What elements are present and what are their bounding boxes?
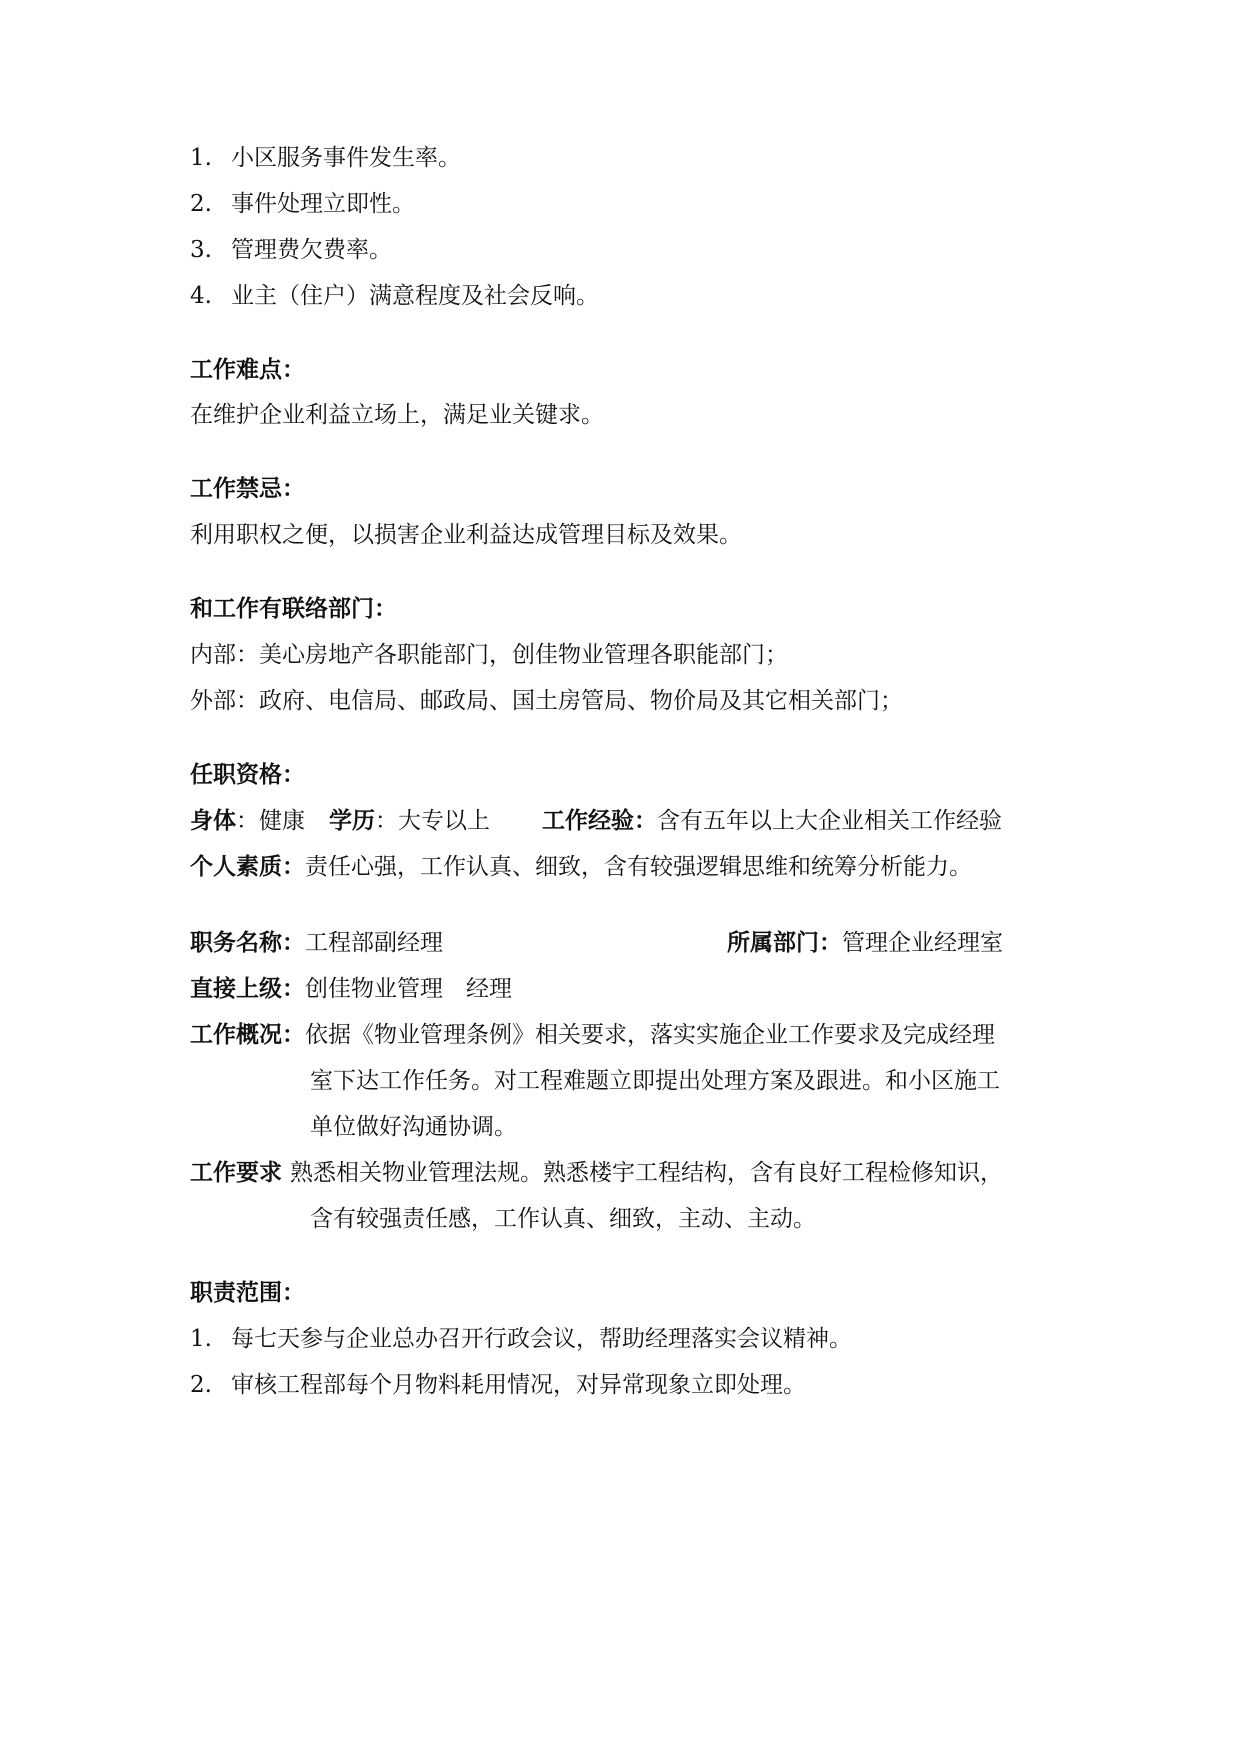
taboo-heading: 工作禁忌： bbox=[190, 475, 305, 502]
list-item bbox=[190, 233, 392, 267]
overview-line: 单位做好沟通协调。 bbox=[310, 1114, 517, 1140]
body-label: 身体 bbox=[190, 807, 236, 834]
list-text: 管理费欠费率。 bbox=[231, 237, 392, 263]
experience-value: 含有五年以上大企业相关工作经验 bbox=[657, 808, 1002, 834]
requirements-line: 熟悉相关物业管理法规。熟悉楼宇工程结构，含有良好工程检修知识， bbox=[290, 1160, 1003, 1186]
requirements-label: 工作要求 bbox=[190, 1159, 282, 1186]
list-number: 2. bbox=[190, 191, 212, 217]
list-item bbox=[190, 187, 415, 221]
qualifications-row bbox=[190, 804, 1002, 838]
education-label: 学历 bbox=[329, 807, 375, 834]
list-number: 2. bbox=[190, 1372, 212, 1398]
list-item bbox=[190, 1368, 806, 1402]
list-item bbox=[190, 141, 461, 175]
overview-line: 依据《物业管理条例》相关要求，落实实施企业工作要求及完成经理 bbox=[305, 1022, 995, 1048]
personal-quality-label: 个人素质： bbox=[190, 853, 305, 880]
superior-row bbox=[190, 972, 512, 1006]
list-number: 1. bbox=[190, 145, 212, 171]
overview-row bbox=[190, 1018, 995, 1052]
overview-line: 室下达工作任务。对工程难题立即提出处理方案及跟进。和小区施工 bbox=[310, 1068, 1000, 1094]
personal-quality-row bbox=[190, 850, 972, 884]
scope-heading: 职责范围： bbox=[190, 1279, 305, 1306]
taboo-text: 利用职权之便，以损害企业利益达成管理目标及效果。 bbox=[190, 522, 742, 548]
difficulty-heading: 工作难点： bbox=[190, 356, 305, 383]
experience-label: 工作经验： bbox=[542, 807, 657, 834]
requirements-line: 含有较强责任感，工作认真、细致，主动、主动。 bbox=[310, 1206, 816, 1232]
list-item bbox=[190, 1322, 852, 1356]
list-text: 每七天参与企业总办召开行政会议，帮助经理落实会议精神。 bbox=[231, 1326, 852, 1352]
list-number: 4. bbox=[190, 283, 212, 309]
list-number: 1. bbox=[190, 1326, 212, 1352]
list-number: 3. bbox=[190, 237, 212, 263]
qualifications-heading: 任职资格： bbox=[190, 761, 305, 788]
list-text: 事件处理立即性。 bbox=[231, 191, 415, 217]
job-title-row bbox=[190, 926, 443, 960]
education-value: ：大专以上 bbox=[375, 808, 490, 834]
difficulty-text: 在维护企业利益立场上，满足业关键求。 bbox=[190, 402, 604, 428]
contacts-heading: 和工作有联络部门： bbox=[190, 595, 397, 622]
personal-quality-value: 责任心强，工作认真、细致，含有较强逻辑思维和统筹分析能力。 bbox=[305, 854, 972, 880]
contacts-internal: 内部：美心房地产各职能部门，创佳物业管理各职能部门； bbox=[190, 642, 788, 668]
job-title-label: 职务名称： bbox=[190, 929, 305, 956]
list-text: 业主（住户）满意程度及社会反响。 bbox=[231, 283, 599, 309]
superior-value: 创佳物业管理 经理 bbox=[305, 976, 512, 1002]
requirements-row bbox=[190, 1156, 1003, 1190]
department-row bbox=[727, 926, 1003, 960]
superior-label: 直接上级： bbox=[190, 975, 305, 1002]
contacts-external: 外部：政府、电信局、邮政局、国土房管局、物价局及其它相关部门； bbox=[190, 688, 903, 714]
department-value: 管理企业经理室 bbox=[842, 930, 1003, 956]
department-label: 所属部门： bbox=[727, 929, 842, 956]
job-title-value: 工程部副经理 bbox=[305, 930, 443, 956]
body-value: ：健康 bbox=[236, 808, 305, 834]
list-text: 小区服务事件发生率。 bbox=[231, 145, 461, 171]
list-text: 审核工程部每个月物料耗用情况，对异常现象立即处理。 bbox=[231, 1372, 806, 1398]
overview-label: 工作概况： bbox=[190, 1021, 305, 1048]
list-item bbox=[190, 279, 599, 313]
